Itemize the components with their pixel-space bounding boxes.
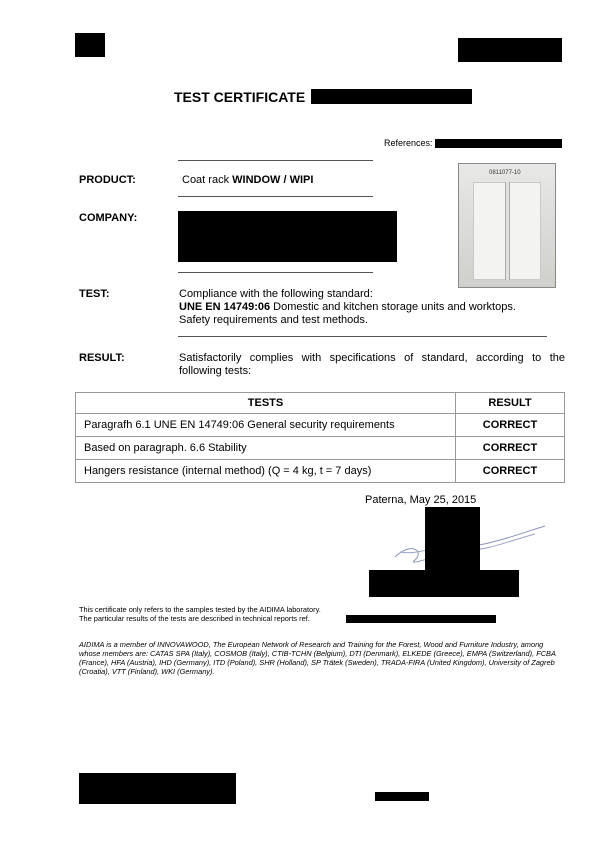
test-name: Based on paragraph. 6.6 Stability xyxy=(76,437,456,460)
test-line-3: Safety requirements and test methods. xyxy=(179,314,368,326)
test-name: Paragrafh 6.1 UNE EN 14749:06 General security requirements xyxy=(76,414,456,437)
test-description xyxy=(179,288,559,327)
test-result: CORRECT xyxy=(456,460,565,483)
redacted-header xyxy=(458,38,562,62)
redacted-reference xyxy=(435,139,562,148)
redacted-footer-left xyxy=(79,773,236,804)
test-result: CORRECT xyxy=(456,414,565,437)
result-text: Satisfactorily complies with specifications of standard, according to the following tests: xyxy=(179,352,565,377)
redacted-footer-center xyxy=(375,792,429,801)
redacted-report-ref xyxy=(346,615,496,623)
standard-code: UNE EN 14749:06 xyxy=(179,301,271,313)
redacted-logo xyxy=(75,33,105,57)
coat-rack-bar xyxy=(505,182,510,280)
result-header: RESULT xyxy=(456,393,565,414)
test-label: TEST: xyxy=(79,288,110,300)
product-prefix: Coat rack xyxy=(182,174,233,186)
redacted-company xyxy=(178,211,397,262)
test-line-2 xyxy=(179,301,559,314)
divider xyxy=(178,272,373,273)
test-line-1: Compliance with the following standard: xyxy=(179,288,373,300)
product-label: PRODUCT: xyxy=(79,174,136,186)
redacted-signatory xyxy=(369,570,519,597)
table-header-row xyxy=(76,393,565,414)
page-title: TEST CERTIFICATE xyxy=(174,89,306,105)
result-label: RESULT: xyxy=(79,352,125,364)
divider xyxy=(178,336,547,337)
member-note: AIDIMA is a member of INNOVAWOOD, The European Network of Research and Training for the Forest, Wood and Furniture Industry, among whose members are: CATAS SPA (Italy), COSMOB (Italy), CTIB-TCHN (Belgium), DTI (Denmark), ELKEDE (Greece), EMPA (Switzerland), FCBA (France), HFA (Austria), IHD (Germany), ITD (Poland), SHR (Holland), SP Trätek (Sweden), TRADA-FIRA (United Kingdom), University of Zagreb (Croatia), VTT (Finland), WKI (Germany). xyxy=(79,640,556,676)
company-label: COMPANY: xyxy=(79,212,138,224)
redacted-signature xyxy=(425,507,480,570)
references-label: References: xyxy=(384,138,433,148)
product-name: WINDOW / WIPI xyxy=(232,174,314,186)
tests-header: TESTS xyxy=(76,393,456,414)
redacted-certificate-number xyxy=(311,89,472,104)
divider xyxy=(178,196,373,197)
divider xyxy=(178,160,373,161)
product-photo xyxy=(458,163,556,288)
standard-title: Domestic and kitchen storage units and worktops. xyxy=(270,301,516,313)
footnote-line-2: The particular results of the tests are described in technical reports ref. xyxy=(79,614,310,623)
photo-code: 0811077-10 xyxy=(489,170,521,176)
product-value xyxy=(182,174,313,187)
test-result: CORRECT xyxy=(456,437,565,460)
test-name: Hangers resistance (internal method) (Q = 4 kg, t = 7 days) xyxy=(76,460,456,483)
table-row xyxy=(76,437,565,460)
table-row xyxy=(76,414,565,437)
footnote-line-1: This certificate only refers to the samples tested by the AIDIMA laboratory. xyxy=(79,605,321,614)
place-date: Paterna, May 25, 2015 xyxy=(365,494,477,506)
table-row xyxy=(76,460,565,483)
tests-table xyxy=(75,392,565,483)
